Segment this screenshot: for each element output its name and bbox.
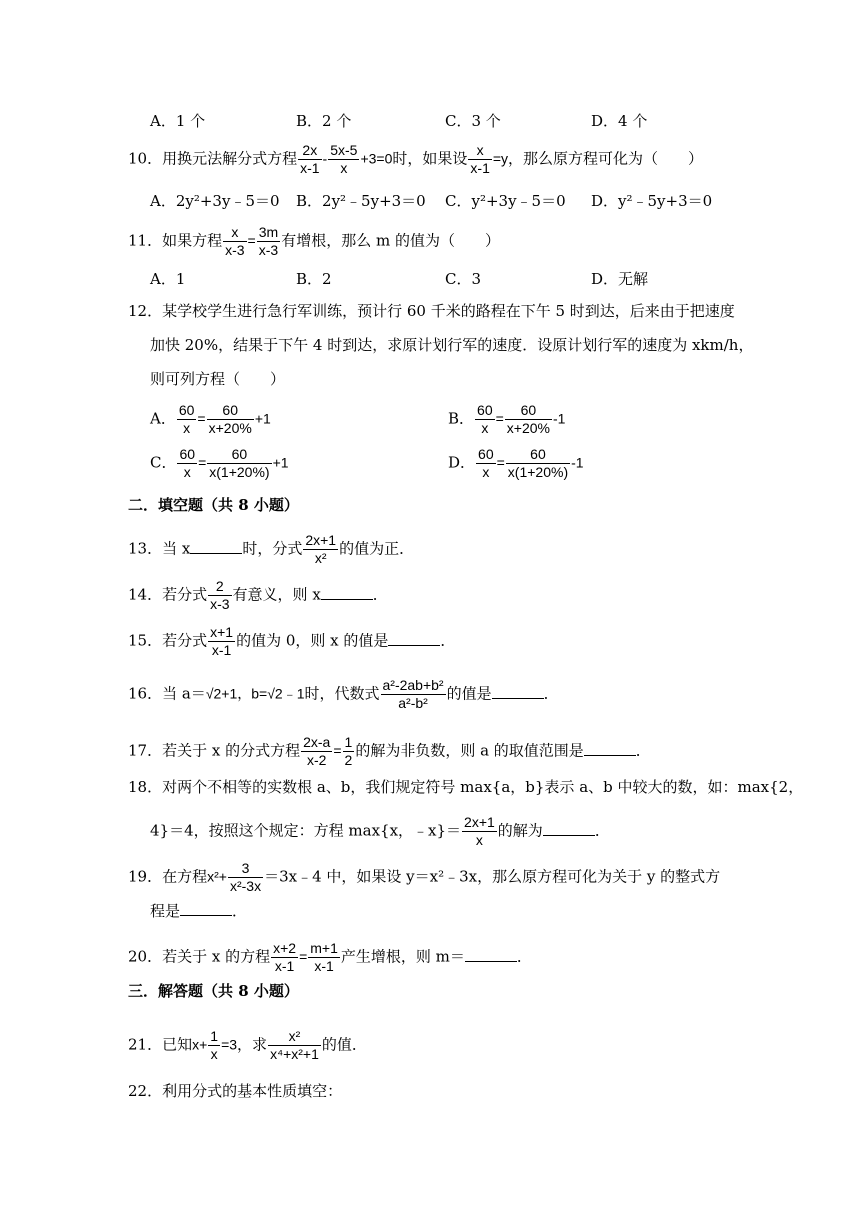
- denominator: x: [210, 1046, 218, 1062]
- text-segment: ．: [516, 947, 532, 966]
- fraction: [268, 1028, 321, 1063]
- numerator: 60: [505, 402, 552, 420]
- question-19-line-2: [150, 900, 247, 922]
- math-expression: -1: [553, 410, 566, 427]
- denominator: x-1: [314, 958, 334, 974]
- numerator: 60: [207, 402, 254, 420]
- q10-option-c: C．y²+3y﹣5＝0: [445, 192, 566, 210]
- math-expression: =: [496, 454, 505, 471]
- fraction: [208, 624, 235, 659]
- question-15: [128, 624, 455, 659]
- answer-blank: [465, 947, 517, 962]
- numerator: 2x+1: [305, 532, 337, 548]
- text-segment: B．: [448, 409, 475, 428]
- answer-blank: [492, 684, 544, 699]
- denominator: x: [183, 464, 191, 480]
- text-segment: 时，分式: [242, 539, 303, 558]
- numerator: 2x: [298, 142, 321, 160]
- q12-option-d: [448, 446, 584, 481]
- denominator: x(1+20%): [507, 464, 569, 480]
- text-segment: 20．若关于 x 的方程: [128, 947, 271, 966]
- text-segment: 时，代数式: [304, 684, 380, 703]
- denominator: x(1+20%): [209, 464, 270, 480]
- numerator: 60: [179, 446, 196, 462]
- text-segment: 的值．: [321, 1035, 367, 1054]
- denominator: x-1: [470, 160, 490, 176]
- answer-blank: [190, 539, 242, 554]
- fraction: [328, 142, 359, 177]
- text-segment: 的解为非负数，则 a 的取值范围是: [355, 741, 584, 760]
- answer-blank: [388, 631, 440, 646]
- fraction: [271, 940, 298, 975]
- text-segment: A．: [150, 409, 176, 428]
- q10-option-d: D．y²﹣5y+3＝0: [591, 192, 713, 210]
- question-12-line-1: 12．某学校学生进行急行军训练，预计行 60 千米的路程在下午 5 时到达，后来由于把速度: [128, 302, 735, 320]
- numerator: x+1: [210, 624, 234, 640]
- numerator: 3m: [258, 224, 279, 240]
- numerator: m+1: [310, 940, 338, 956]
- section-answer-heading: 三．解答题（共 8 小题）: [128, 982, 299, 1000]
- text-segment: 时，如果设: [392, 149, 468, 168]
- text-segment: 17．若关于 x 的分式方程: [128, 741, 301, 760]
- q9-option-c: C．3 个: [445, 112, 501, 130]
- numerator: 60: [506, 446, 570, 464]
- q9-option-a: A．1 个: [150, 112, 206, 130]
- denominator: 2: [344, 752, 353, 768]
- math-expression: -1: [571, 454, 584, 471]
- fraction: [177, 446, 197, 481]
- question-18-line-2: [150, 814, 610, 849]
- text-segment: D．: [448, 453, 476, 472]
- text-segment: C．: [150, 453, 177, 472]
- fraction: [505, 402, 552, 437]
- numerator: 60: [477, 402, 493, 418]
- math-expression: √2+1: [205, 685, 238, 702]
- denominator: x: [482, 464, 490, 480]
- denominator: a²-b²: [398, 695, 428, 711]
- question-13: [128, 532, 414, 567]
- fraction: [308, 940, 340, 975]
- text-segment: ．: [635, 741, 651, 760]
- q10-option-a: A．2y²+3y﹣5＝0: [150, 192, 280, 210]
- text-segment: 的值是: [446, 684, 492, 703]
- question-22: 22．利用分式的基本性质填空：: [128, 1082, 343, 1100]
- text-segment: ．: [543, 684, 559, 703]
- denominator: x-1: [274, 958, 295, 974]
- numerator: x+2: [273, 940, 297, 956]
- numerator: x²: [268, 1028, 321, 1046]
- math-expression: =: [299, 948, 308, 965]
- numerator: 60: [207, 446, 271, 464]
- numerator: a²-2ab+b²: [382, 677, 444, 693]
- fraction: [462, 814, 497, 849]
- question-12-line-3: 则可列方程（ ）: [150, 370, 286, 388]
- numerator: 2: [208, 578, 231, 596]
- denominator: x: [340, 160, 348, 176]
- q10-option-b: B．2y²﹣5y+3＝0: [296, 192, 426, 210]
- text-segment: 的值为 0，则 x 的值是: [236, 631, 389, 650]
- fraction: [208, 1028, 220, 1063]
- question-19-line-1: [128, 860, 720, 895]
- math-expression: +1: [254, 410, 271, 427]
- math-expression: x+: [192, 1036, 208, 1053]
- fraction: [207, 446, 271, 481]
- math-expression: =: [198, 454, 207, 471]
- text-segment: 21．已知: [128, 1035, 193, 1054]
- fraction: [476, 446, 496, 481]
- numerator: x: [223, 224, 246, 242]
- denominator: x+20%: [506, 420, 550, 436]
- fraction: [381, 677, 446, 712]
- question-16: [128, 677, 559, 712]
- denominator: x-1: [211, 642, 232, 658]
- text-segment: 的值为正．: [339, 539, 415, 558]
- numerator: 60: [478, 446, 494, 462]
- answer-blank: [543, 821, 595, 836]
- fraction: [177, 402, 197, 437]
- math-expression: +3=0: [360, 150, 393, 167]
- text-segment: 的解为: [497, 821, 543, 840]
- text-segment: 14．若分式: [128, 585, 208, 604]
- fraction: [298, 142, 321, 177]
- q12-option-a: [150, 402, 271, 437]
- denominator: x+20%: [208, 420, 252, 436]
- text-segment: ．: [594, 821, 610, 840]
- text-segment: ．: [440, 631, 456, 650]
- math-expression: =3: [221, 1036, 238, 1053]
- numerator: 2x+1: [464, 814, 495, 830]
- text-segment: ＝3x﹣4 中，如果设 y＝x²﹣3x，那么原方程可化为关于 y 的整式方: [264, 867, 721, 886]
- denominator: x: [183, 420, 191, 436]
- math-expression: =: [247, 232, 256, 249]
- text-segment: 产生增根，则 m＝: [340, 947, 465, 966]
- text-segment: 11．如果方程: [128, 231, 223, 250]
- text-segment: ．: [372, 585, 388, 604]
- text-segment: 13．当 x: [128, 539, 191, 558]
- text-segment: ，那么原方程可化为（ ）: [508, 149, 704, 168]
- fraction: [506, 446, 570, 481]
- denominator: x-3: [210, 596, 230, 612]
- fraction: [343, 734, 355, 769]
- section-fill-in-heading: 二．填空题（共 8 小题）: [128, 496, 299, 514]
- text-segment: 15．若分式: [128, 631, 208, 650]
- text-segment: 16．当 a＝: [128, 684, 206, 703]
- q12-option-c: [150, 446, 289, 481]
- q9-option-d: D．4 个: [591, 112, 648, 130]
- math-expression: =y: [492, 150, 509, 167]
- question-18-line-1: 18．对两个不相等的实数根 a、b，我们规定符号 max{a，b}表示 a、b 中较大的数，如：max{2，: [128, 778, 804, 796]
- fraction: [303, 532, 338, 567]
- math-expression: +: [218, 868, 227, 885]
- denominator: x-2: [306, 752, 327, 768]
- answer-blank: [180, 901, 232, 916]
- q11-option-a: A．1: [150, 270, 186, 288]
- question-12-line-2: 加快 20%，结果于下午 4 时到达，求原计划行军的速度．设原计划行军的速度为 xkm/h，: [150, 336, 754, 354]
- denominator: x: [481, 420, 489, 436]
- numerator: 1: [210, 1028, 219, 1044]
- q11-option-c: C．3: [445, 270, 482, 288]
- text-segment: ．: [232, 902, 248, 920]
- numerator: x: [468, 142, 491, 160]
- text-segment: ，求: [237, 1035, 268, 1054]
- denominator: x-1: [300, 160, 320, 176]
- numerator: 1: [344, 734, 353, 750]
- denominator: x-3: [258, 242, 279, 258]
- fraction: [475, 402, 495, 437]
- q12-option-b: [448, 402, 565, 437]
- math-expression: =: [197, 410, 206, 427]
- answer-blank: [321, 585, 373, 600]
- question-10-stem: [128, 142, 703, 177]
- question-11-stem: [128, 224, 500, 259]
- fraction: [223, 224, 246, 259]
- denominator: x⁴+x²+1: [270, 1046, 319, 1062]
- denominator: x²: [314, 550, 327, 566]
- q11-option-b: B．2: [296, 270, 332, 288]
- math-expression: -: [322, 150, 328, 167]
- math-expression: +1: [272, 454, 289, 471]
- fraction: [207, 402, 254, 437]
- fraction: [468, 142, 491, 177]
- q9-option-b: B．2 个: [296, 112, 352, 130]
- numerator: 60: [178, 402, 195, 418]
- question-20: [128, 940, 532, 975]
- text-segment: 程是: [150, 902, 181, 920]
- fraction: [208, 578, 231, 613]
- text-segment: 有增根，那么 m 的值为（ ）: [281, 231, 500, 250]
- denominator: x: [475, 832, 483, 848]
- answer-blank: [584, 741, 636, 756]
- question-17: [128, 734, 651, 769]
- math-expression: =: [333, 742, 342, 759]
- math-expression: ，b=: [237, 685, 268, 702]
- question-14: [128, 578, 388, 613]
- question-21: [128, 1028, 367, 1063]
- math-expression: =: [495, 410, 504, 427]
- math-expression: √2﹣1: [267, 685, 305, 702]
- text-segment: 4}＝4，按照这个规定：方程 max{x，﹣x}＝: [150, 821, 462, 840]
- numerator: 3: [228, 860, 263, 878]
- text-segment: 有意义，则 x: [232, 585, 321, 604]
- text-segment: 19．在方程: [128, 867, 208, 886]
- q11-option-d: D．无解: [591, 270, 649, 288]
- fraction: [257, 224, 280, 259]
- numerator: 5x-5: [330, 142, 358, 158]
- fraction: [228, 860, 263, 895]
- denominator: x²-3x: [229, 878, 262, 894]
- denominator: x-3: [225, 242, 245, 258]
- math-expression: x²: [207, 868, 219, 885]
- text-segment: 10．用换元法解分式方程: [128, 149, 298, 168]
- numerator: 2x-a: [303, 734, 331, 750]
- fraction: [301, 734, 332, 769]
